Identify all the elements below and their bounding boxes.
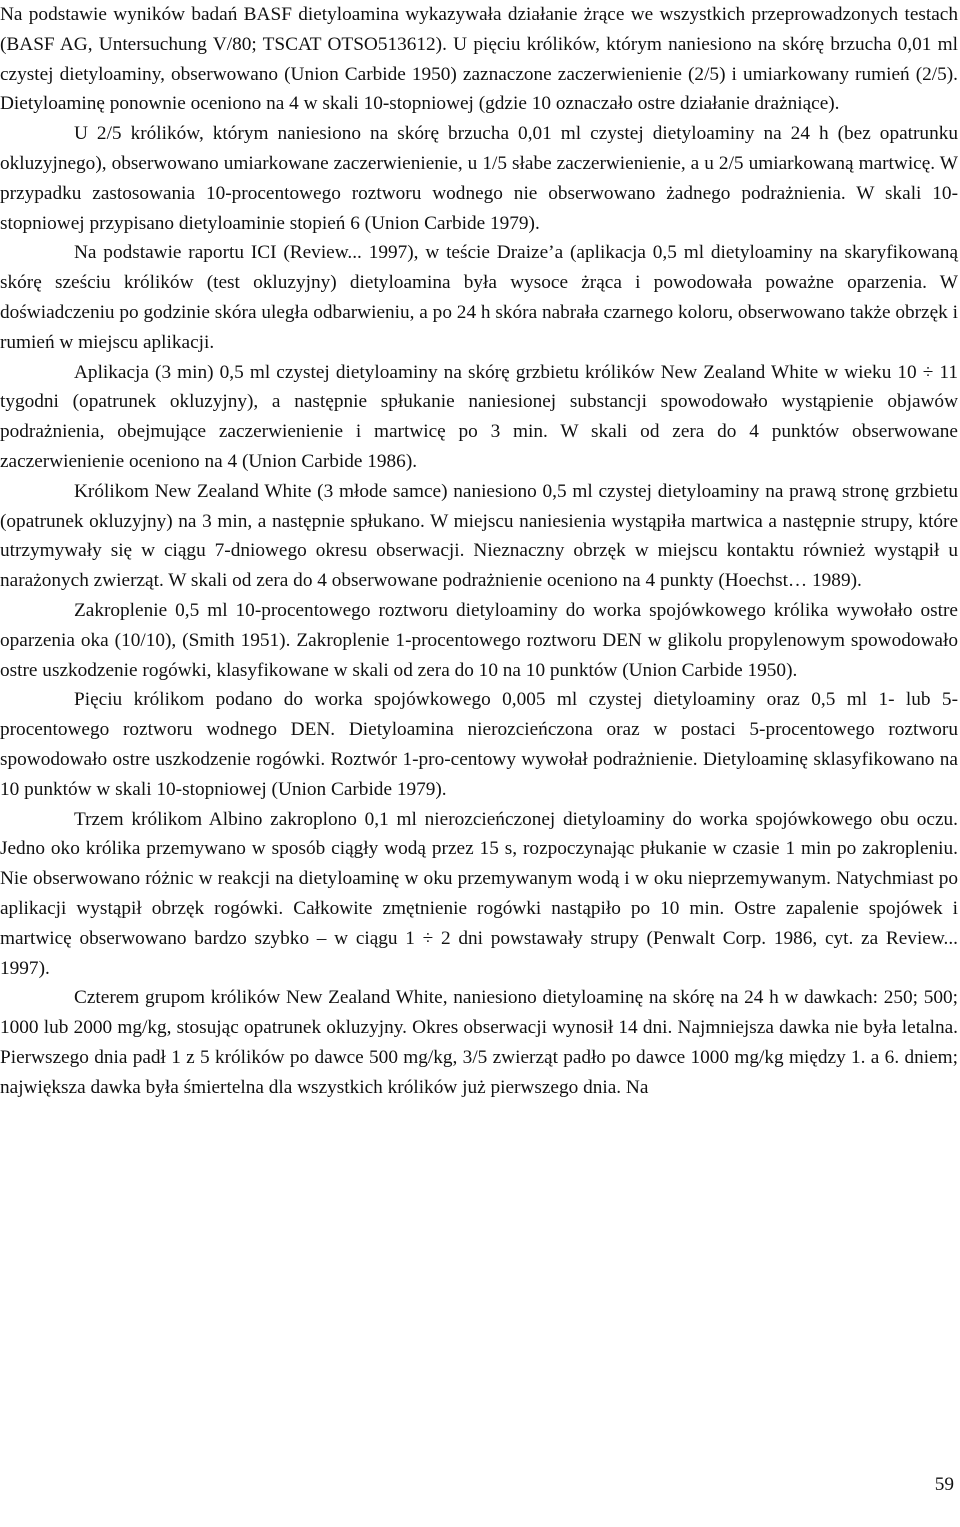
paragraph: Na podstawie wyników badań BASF dietyloamina wykazywała działanie żrące we wszystkich przeprowadzonych testach (BASF AG, Untersuchung V/80; TSCAT OTSO513612). U pięciu królików, którym naniesiono na skórę brzucha 0,01 ml czystej dietyloaminy, obserwowano (Union Carbide 1950) zaznaczone zaczerwienienie (2/5) i umiarkowany rumień (2/5). Dietyloaminę ponownie oceniono na 4 w skali 10-stopniowej (gdzie 10 oznaczało ostre działanie drażniące). [0,4,958,115]
page-number: 59 [934,1474,954,1495]
paragraph: Pięciu królikom podano do worka spojówkowego 0,005 ml czystej dietyloaminy oraz 0,5 ml 1- lub 5-procentowego roztworu wodnego DEN. Dietyloamina nierozcieńczona oraz w postaci 5-procentowego roztworu spowodowało ostre uszkodzenie rogówki. Roztwór 1-pro-centowy wywołał podrażnienie. Dietyloaminę sklasyfikowano na 10 punktów w skali 10-stopniowej (Union Carbide 1979). [0,689,958,800]
paragraph: Trzem królikom Albino zakroplono 0,1 ml nierozcieńczonej dietyloaminy do worka spojówkowego obu oczu. Jedno oko królika przemywano w sposób ciągły wodą przez 15 s, rozpoczynając płukanie w czasie 1 min po zakropleniu. Nie obserwowano różnic w reakcji na dietyloaminę w oku przemywanym wodą i w oku nieprzemywanym. Natychmiast po aplikacji wystąpił obrzęk rogówki. Całkowite zmętnienie rogówki nastąpiło po 10 min. Ostre zapalenie spojówek i martwicę obserwowano bardzo szybko – w ciągu 1 ÷ 2 dni powstawały strupy (Penwalt Corp. 1986, cyt. za Review... 1997). [0,808,958,979]
paragraph: U 2/5 królików, którym naniesiono na skórę brzucha 0,01 ml czystej dietyloaminy na 24 h (bez opatrunku okluzyjnego), obserwowano umiarkowane zaczerwienienie, u 1/5 słabe zaczerwienienie, a u 2/5 umiarkowaną martwicę. W przypadku zastosowania 10-procentowego roztworu wodnego nie obserwowano żadnego podrażnienia. W skali 10-stopniowej przypisano dietyloaminie stopień 6 (Union Carbide 1979). [0,123,958,234]
paragraph: Czterem grupom królików New Zealand White, naniesiono dietyloaminę na skórę na 24 h w dawkach: 250; 500; 1000 lub 2000 mg/kg, stosując opatrunek okluzyjny. Okres obserwacji wynosił 14 dni. Najmniejsza dawka nie była letalna. Pierwszego dnia padł 1 z 5 królików po dawce 500 mg/kg, 3/5 zwierząt padło po dawce 1000 mg/kg między 1. a 6. dniem; największa dawka była śmiertelna dla wszystkich królików już pierwszego dnia. Na [0,987,958,1098]
paragraph: Zakroplenie 0,5 ml 10-procentowego roztworu dietyloaminy do worka spojówkowego królika wywołało ostre oparzenia oka (10/10), (Smith 1951). Zakroplenie 1-procentowego roztworu DEN w glikolu propylenowym spowodowało ostre uszkodzenie rogówki, klasyfikowane w skali od zera do 10 na 10 punktów (Union Carbide 1950). [0,599,958,681]
paragraph: Aplikacja (3 min) 0,5 ml czystej dietyloaminy na skórę grzbietu królików New Zealand White w wieku 10 ÷ 11 tygodni (opatrunek okluzyjny), a następnie spłukanie naniesionej substancji spowodowało wystąpienie objawów podrażnienia, obejmujące zaczerwienienie i martwicę po 3 min. W skali od zera do 4 punktów obserwowane zaczerwienienie oceniono na 4 (Union Carbide 1986). [0,361,958,472]
paragraph: Na podstawie raportu ICI (Review... 1997), w teście Draize’a (aplikacja 0,5 ml dietyloaminy na skaryfikowaną skórę sześciu królików (test okluzyjny) dietyloamina była wysoce żrąca i powodowała poważne oparzenia. W doświadczeniu po godzinie skóra uległa odbarwieniu, a po 24 h skóra nabrała czarnego koloru, obserwowano także obrzęk i rumień w miejscu aplikacji. [0,242,958,353]
paragraph: Królikom New Zealand White (3 młode samce) naniesiono 0,5 ml czystej dietyloaminy na prawą stronę grzbietu (opatrunek okluzyjny) na 3 min, a następnie spłukano. W miejscu naniesienia wystąpiła martwica a następnie strupy, które utrzymywały się w ciągu 7-dniowego okresu obserwacji. Nieznaczny obrzęk w miejscu kontaktu również wystąpił u narażonych zwierząt. W skali od zera do 4 obserwowane podrażnienie oceniono na 4 punkty (Hoechst… 1989). [0,480,958,592]
